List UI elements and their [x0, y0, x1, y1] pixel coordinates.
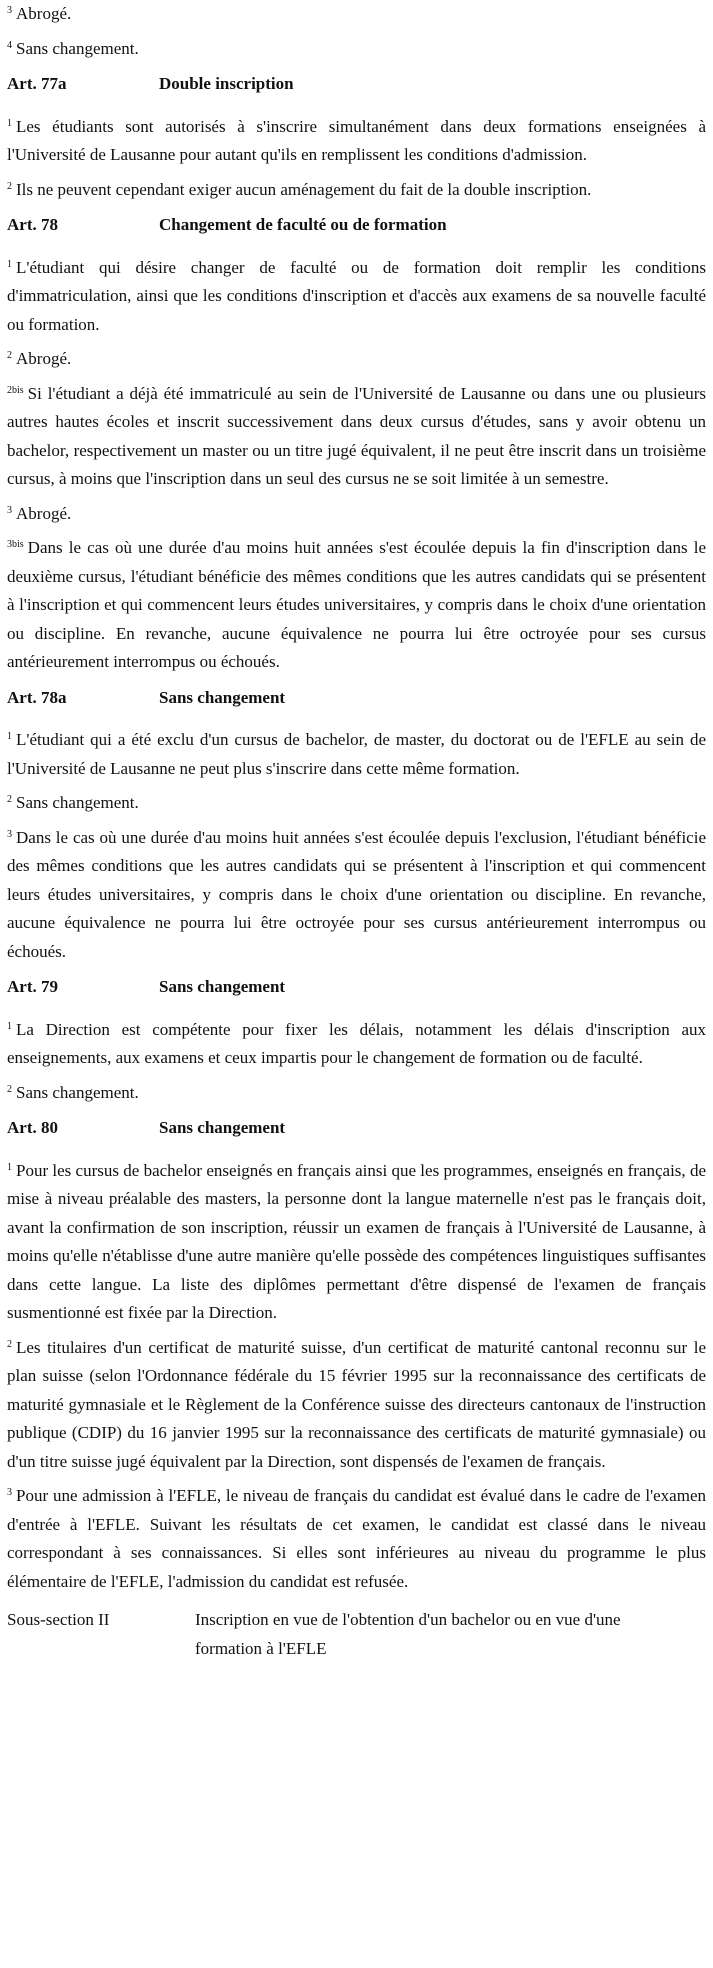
paragraph-top-3	[7, 0, 706, 29]
paragraph-number: 3	[7, 828, 12, 840]
paragraph-text: Les titulaires d'un certificat de maturité suisse, d'un certificat de maturité cantonal reconnu sur le plan suisse (selon l'Ordonnance fédérale du 15 février 1995 sur la reconnaissance des certificats de maturité gymnasiale et le Règlement de la Conférence suisse des directeurs cantonaux de l'instruction publique (CDIP) du 16 janvier 1995 sur la reconnaissance des certificats de maturité gymnasiale) ou d'un titre suisse jugé équivalent par la Direction, sont dispensés de l'examen de français.	[7, 1337, 706, 1471]
paragraph-78-3bis	[7, 534, 706, 677]
paragraph-number: 2	[7, 1338, 12, 1350]
paragraph-number: 1	[7, 258, 12, 270]
paragraph-text: Si l'étudiant a déjà été immatriculé au sein de l'Université de Lausanne ou dans une ou plusieurs autres hautes écoles et inscrit successivement dans deux cursus d'études, sans y avoir obtenu un bachelor, respectivement un master ou un titre jugé équivalent, il ne peut être inscrit dans un troisième cursus, à moins que l'inscription dans un seul des cursus ne se soit limitée à un semestre.	[7, 383, 706, 488]
paragraph-number: 2	[7, 1083, 12, 1095]
paragraph-text: Dans le cas où une durée d'au moins huit années s'est écoulée depuis la fin d'inscription dans le deuxième cursus, l'étudiant bénéficie des mêmes conditions que les autres candidats qui se présentent à l'inscription et qui commencent leurs études universitaires, y compris dans le choix d'une orientation ou discipline. En revanche, aucune équivalence ne pourra lui être octroyée pour ses cursus antérieurement interrompus ou échoués.	[7, 538, 706, 671]
paragraph-number: 1	[7, 1020, 12, 1032]
paragraph-number: 2	[7, 180, 12, 192]
paragraph-80-3	[7, 1482, 706, 1596]
article-number: Art. 78a	[7, 687, 67, 707]
article-number: Art. 80	[7, 1118, 58, 1137]
article-number: Art. 79	[7, 977, 58, 996]
article-heading-80	[7, 1114, 706, 1143]
subsection-title: Inscription en vue de l'obtention d'un bachelor ou en vue d'une formation à l'EFLE	[195, 1610, 621, 1658]
paragraph-78a-3	[7, 824, 706, 967]
paragraph-text: Ils ne peuvent cependant exiger aucun aménagement du fait de la double inscription.	[16, 179, 592, 199]
paragraph-text: Sans changement.	[16, 1082, 139, 1102]
paragraph-78-2bis	[7, 380, 706, 494]
paragraph-77a-2	[7, 176, 706, 205]
paragraph-text: La Direction est compétente pour fixer les délais, notamment les délais d'inscription aux enseignements, aux examens et ceux impartis pour le changement de formation ou de faculté.	[7, 1019, 706, 1067]
paragraph-number: 1	[7, 731, 12, 742]
paragraph-top-4	[7, 35, 706, 64]
paragraph-78a-2	[7, 789, 706, 818]
paragraph-number: 3bis	[7, 539, 24, 550]
paragraph-text: Les étudiants sont autorisés à s'inscrire simultanément dans deux formations enseignées à l'Université de Lausanne pour autant qu'ils en remplissent les conditions d'admission.	[7, 116, 706, 164]
subsection-heading	[7, 1606, 706, 1663]
paragraph-number: 4	[7, 39, 12, 51]
article-heading-77a	[7, 70, 706, 99]
paragraph-80-1	[7, 1157, 706, 1328]
paragraph-number: 3	[7, 5, 12, 16]
paragraph-78-3	[7, 500, 706, 529]
paragraph-78-1	[7, 254, 706, 340]
paragraph-number: 3	[7, 1487, 12, 1498]
paragraph-text: Abrogé.	[16, 349, 72, 368]
subsection-number: Sous-section II	[7, 1610, 110, 1629]
paragraph-77a-1	[7, 113, 706, 170]
paragraph-number: 3	[7, 504, 12, 516]
paragraph-number: 2	[7, 350, 12, 361]
article-title: Sans changement	[159, 977, 286, 996]
paragraph-text: Dans le cas où une durée d'au moins huit années s'est écoulée depuis l'exclusion, l'étudiant bénéficie des mêmes conditions que les autres candidats qui se présentent à l'inscription et qui commencent leurs études universitaires, y compris dans le choix d'une orientation ou discipline. En revanche, aucune équivalence ne pourra lui être octroyée pour ses cursus antérieurement interrompus ou échoués.	[7, 827, 706, 961]
article-heading-78	[7, 211, 706, 240]
article-heading-78a	[7, 684, 706, 713]
paragraph-78-2	[7, 345, 706, 374]
paragraph-text: Pour une admission à l'EFLE, le niveau de français du candidat est évalué dans le cadre de l'examen d'entrée à l'EFLE. Suivant les résultats de cet examen, le candidat est classé dans le niveau correspondant à ses connaissances. Si elles sont inférieures au niveau du programme le plus élémentaire de l'EFLE, l'admission du candidat est refusée.	[7, 1486, 706, 1591]
paragraph-number: 1	[7, 1161, 12, 1173]
paragraph-text: L'étudiant qui a été exclu d'un cursus de bachelor, de master, du doctorat ou de l'EFLE au sein de l'Université de Lausanne ne peut plus s'inscrire dans cette même formation.	[7, 730, 706, 778]
paragraph-text: L'étudiant qui désire changer de faculté ou de formation doit remplir les conditions d'immatriculation, ainsi que les conditions d'inscription et d'accès aux examens de sa nouvelle faculté ou formation.	[7, 257, 706, 334]
paragraph-number: 2	[7, 794, 12, 805]
paragraph-text: Sans changement.	[16, 793, 139, 812]
article-number: Art. 77a	[7, 74, 67, 93]
article-number: Art. 78	[7, 215, 58, 234]
article-title: Sans changement	[159, 687, 286, 707]
paragraph-79-2	[7, 1079, 706, 1108]
paragraph-number: 1	[7, 117, 12, 129]
article-title: Sans changement	[159, 1118, 286, 1137]
article-title: Changement de faculté ou de formation	[159, 215, 447, 234]
paragraph-number: 2bis	[7, 384, 24, 396]
paragraph-80-2	[7, 1334, 706, 1477]
paragraph-text: Abrogé.	[16, 503, 72, 523]
paragraph-78a-1	[7, 726, 706, 783]
paragraph-text: Abrogé.	[16, 4, 72, 23]
article-heading-79	[7, 973, 706, 1002]
article-title: Double inscription	[159, 74, 294, 93]
paragraph-79-1	[7, 1016, 706, 1073]
paragraph-text: Sans changement.	[16, 38, 139, 58]
paragraph-text: Pour les cursus de bachelor enseignés en français ainsi que les programmes, enseignés en français, de mise à niveau préalable des masters, la personne dont la langue maternelle n'est pas le français doit, avant la confirmation de son inscription, réussir un examen de français à l'Université de Lausanne, à moins qu'elle n'établisse d'une autre manière qu'elle possède des compétences linguistiques suffisantes dans cette langue. La liste des diplômes permettant d'être dispensé de l'examen de français susmentionné est fixée par la Direction.	[7, 1160, 706, 1322]
